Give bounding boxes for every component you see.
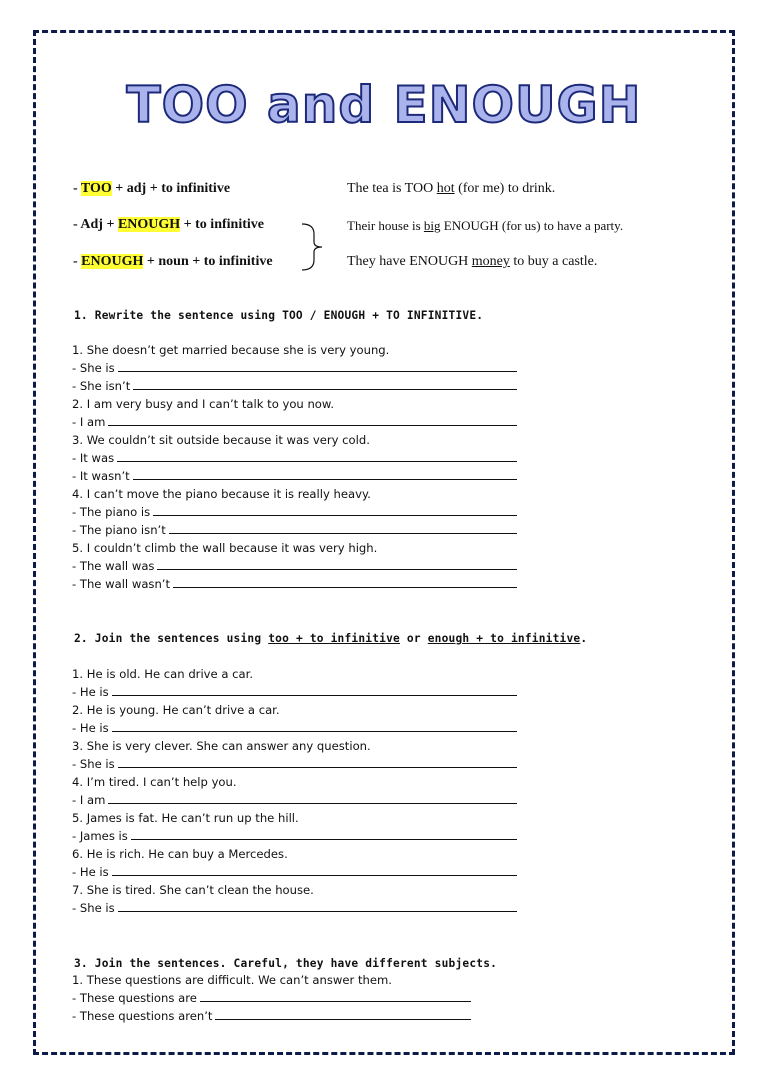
question-line	[72, 973, 392, 987]
question-line	[72, 811, 299, 825]
answer-prompt: - She isn’t	[72, 379, 131, 393]
question-line	[72, 775, 237, 789]
question-line	[72, 703, 280, 717]
answer-line	[72, 685, 517, 699]
question-text: 3. She is very clever. She can answer any question.	[72, 739, 371, 753]
answer-blank[interactable]	[112, 685, 517, 696]
answer-prompt: - She is	[72, 757, 115, 771]
answer-prompt: - She is	[72, 901, 115, 915]
answer-blank[interactable]	[200, 991, 471, 1002]
question-line	[72, 847, 288, 861]
answer-line	[72, 865, 517, 879]
question-line	[72, 343, 389, 357]
answer-line	[72, 577, 517, 591]
rule-enough-noun: - ENOUGH + noun + to infinitive	[73, 254, 273, 269]
answer-line	[72, 469, 517, 483]
answer-line	[72, 721, 517, 735]
answer-blank[interactable]	[112, 865, 517, 876]
answer-blank[interactable]	[131, 829, 517, 840]
answer-blank[interactable]	[117, 451, 517, 462]
question-text: 1. He is old. He can drive a car.	[72, 667, 254, 681]
answer-line	[72, 559, 517, 573]
worksheet-title	[0, 66, 768, 136]
question-line	[72, 883, 314, 897]
answer-prompt: - These questions are	[72, 991, 197, 1005]
example-enough-noun: They have ENOUGH money to buy a castle.	[347, 254, 598, 269]
answer-prompt: - I am	[72, 793, 106, 807]
question-line	[72, 739, 371, 753]
title-text: TOO and ENOUGH	[126, 76, 642, 134]
answer-line	[72, 757, 517, 771]
answer-line	[72, 361, 517, 375]
question-text: 7. She is tired. She can’t clean the house.	[72, 883, 314, 897]
answer-prompt: - He is	[72, 865, 109, 879]
question-text: 1. She doesn’t get married because she is very young.	[72, 343, 390, 357]
section-1-heading: 1. Rewrite the sentence using TOO / ENOUGH + TO INFINITIVE.	[74, 309, 484, 322]
answer-prompt: - I am	[72, 415, 106, 429]
answer-blank[interactable]	[112, 721, 517, 732]
question-text: 2. He is young. He can’t drive a car.	[72, 703, 280, 717]
answer-blank[interactable]	[173, 577, 517, 588]
answer-blank[interactable]	[133, 469, 517, 480]
title-wordart	[126, 66, 642, 136]
answer-blank[interactable]	[133, 379, 517, 390]
example-adj-enough: Their house is big ENOUGH (for us) to have a party.	[347, 218, 624, 233]
question-line	[72, 397, 334, 411]
answer-blank[interactable]	[118, 757, 517, 768]
rule-too: - TOO + adj + to infinitive	[73, 181, 231, 196]
answer-line	[72, 415, 517, 429]
answer-prompt: - James is	[72, 829, 128, 843]
answer-blank[interactable]	[108, 793, 517, 804]
answer-prompt: - It was	[72, 451, 115, 465]
section-3-heading: 3. Join the sentences. Careful, they have different subjects.	[74, 957, 498, 970]
question-text: 1. These questions are difficult. We can’t answer them.	[72, 973, 392, 987]
question-text: 6. He is rich. He can buy a Mercedes.	[72, 847, 288, 861]
question-text: 4. I can’t move the piano because it is really heavy.	[72, 487, 371, 501]
answer-prompt: - He is	[72, 685, 109, 699]
answer-prompt: - It wasn’t	[72, 469, 130, 483]
question-text: 3. We couldn’t sit outside because it was very cold.	[72, 433, 370, 447]
answer-prompt: - He is	[72, 721, 109, 735]
answer-line	[72, 451, 517, 465]
example-too: The tea is TOO hot (for me) to drink.	[347, 181, 556, 196]
answer-line	[72, 991, 471, 1005]
answer-prompt: - She is	[72, 361, 115, 375]
answer-prompt: - These questions aren’t	[72, 1009, 213, 1023]
answer-blank[interactable]	[157, 559, 517, 570]
answer-blank[interactable]	[118, 361, 517, 372]
answer-line	[72, 829, 517, 843]
answer-blank[interactable]	[215, 1009, 471, 1020]
right-brace-icon	[300, 222, 330, 272]
question-text: 5. James is fat. He can’t run up the hill.	[72, 811, 299, 825]
answer-blank[interactable]	[118, 901, 517, 912]
answer-line	[72, 379, 517, 393]
question-text: 4. I’m tired. I can’t help you.	[72, 775, 237, 789]
answer-blank[interactable]	[153, 505, 517, 516]
question-text: 2. I am very busy and I can’t talk to you now.	[72, 397, 335, 411]
answer-blank[interactable]	[169, 523, 517, 534]
answer-line	[72, 901, 517, 915]
answer-line	[72, 793, 517, 807]
question-line	[72, 667, 253, 681]
section-2-heading: 2. Join the sentences using too + to infinitive or enough + to infinitive.	[74, 632, 588, 645]
answer-line	[72, 1009, 471, 1023]
answer-line	[72, 523, 517, 537]
question-line	[72, 433, 370, 447]
answer-prompt: - The piano is	[72, 505, 151, 519]
answer-blank[interactable]	[108, 415, 517, 426]
answer-prompt: - The piano isn’t	[72, 523, 166, 537]
answer-prompt: - The wall was	[72, 559, 155, 573]
answer-prompt: - The wall wasn’t	[72, 577, 171, 591]
question-line	[72, 487, 371, 501]
question-text: 5. I couldn’t climb the wall because it was very high.	[72, 541, 378, 555]
question-line	[72, 541, 377, 555]
answer-line	[72, 505, 517, 519]
rule-adj-enough: - Adj + ENOUGH + to infinitive	[73, 217, 264, 232]
